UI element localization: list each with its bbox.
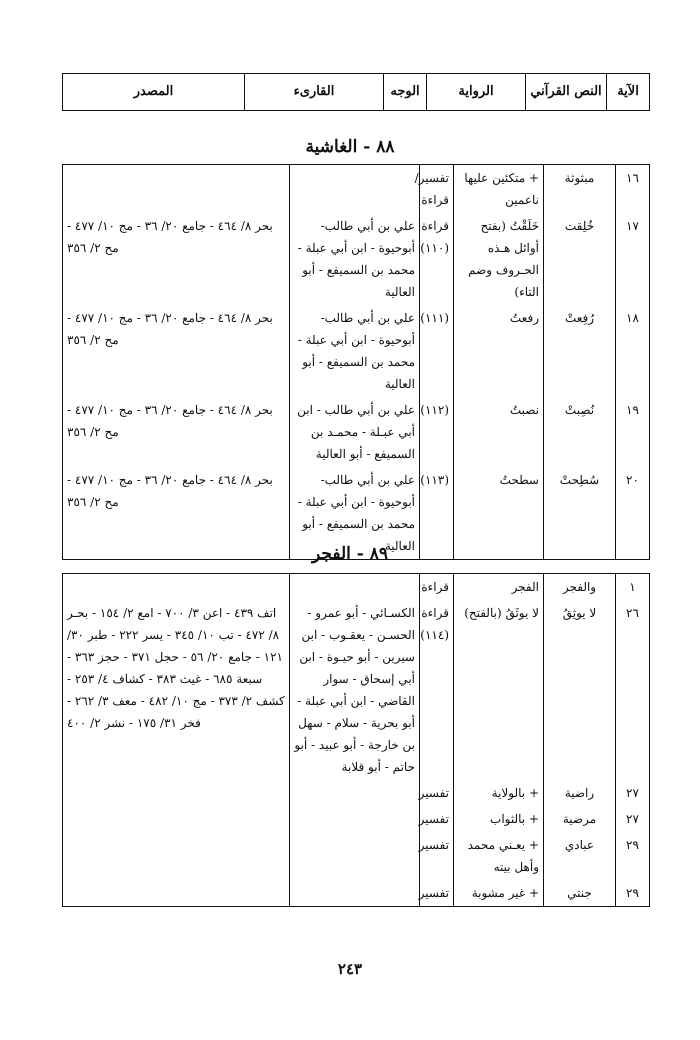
cell-masdar: اتف ٤٣٩ - اعن ٣/ ٧٠٠ - امع ٢/ ١٥٤ - بحـر ٨/ ٤٧٢ - تب ١٠/ ٣٤٥ - يسر ٢٢٢ - طبر ٣٠/ ١٢١ - جامع ٢٠/ ٥٦ - حجل ٣٧١ - حجز ٣٦٣ - سبعة ٦٨٥ - غيث ٣٨٣ - كشاف ٤/ ٢٥٣ - كشف ٢/ ٣٧٣ - مج ١٠/ ٤٨٢ - معف ٣/ ٢٦٢ - فخر ٣١/ ١٧٥ - نشر ٢/ ٤٠٠ [67, 606, 285, 730]
cell-aya: ٢٠ [616, 467, 650, 560]
section-title-89: ٨٩ - الفجر [311, 544, 388, 564]
section-rows-88 [63, 165, 650, 560]
cell-qari [290, 574, 420, 601]
cell-wajh: تفسير [420, 832, 454, 880]
cell-masdar [63, 880, 290, 907]
cell-masdar: بحر ٨/ ٤٦٤ - جامع ٢٠/ ٣٦ - مج ١٠/ ٤٧٧ - مح ٢/ ٣٥٦ [67, 311, 273, 347]
cell-aya: ٢٧ [616, 806, 650, 832]
cell-qari: علي بن أبي طالب-أبوحيوة - ابن أبي عبلة - محمد بن السميفع - أبو العالية [290, 467, 420, 560]
cell-aya: ١٨ [616, 305, 650, 397]
cell-wajh: تفسير [420, 780, 454, 806]
cell-nass: لا يوثِقُ [544, 600, 616, 780]
table-row [63, 832, 650, 880]
cell-riwaya: لا يوثَقُ (بالفتح) [454, 600, 544, 780]
cell-riwaya: الفجر [454, 574, 544, 601]
header-row [63, 74, 650, 111]
section-table-88 [62, 164, 650, 560]
cell-qari [290, 165, 420, 214]
cell-wajh: تفسير [420, 806, 454, 832]
cell-aya: ١٩ [616, 397, 650, 467]
table-row [63, 780, 650, 806]
cell-wajh: قراءة (١١٠) [420, 213, 454, 305]
cell-nass: خُلِقت [544, 213, 616, 305]
cell-aya: ٢٩ [616, 880, 650, 907]
cell-qari: علي بن أبي طالب-أبوحيوة - ابن أبي عبلة - محمد بن السميفع - أبو العالية [290, 213, 420, 305]
header-riwaya: الرواية [427, 74, 526, 111]
cell-nass: مبثوثة [544, 165, 616, 214]
cell-riwaya: + غير مشوبة [454, 880, 544, 907]
cell-wajh: تفسير/ قراءة [420, 165, 454, 214]
cell-masdar: بحر ٨/ ٤٦٤ - جامع ٢٠/ ٣٦ - مج ١٠/ ٤٧٧ - مح ٢/ ٣٥٦ [67, 403, 273, 439]
table-row [63, 397, 650, 467]
cell-masdar: بحر ٨/ ٤٦٤ - جامع ٢٠/ ٣٦ - مج ١٠/ ٤٧٧ - مح ٢/ ٣٥٦ [67, 473, 273, 509]
cell-riwaya: + بالثواب [454, 806, 544, 832]
section-title-88: ٨٨ - الغاشية [305, 137, 395, 157]
cell-nass: عبادي [544, 832, 616, 880]
header-qari: القارىء [245, 74, 384, 111]
cell-masdar: بحر ٨/ ٤٦٤ - جامع ٢٠/ ٣٦ - مج ١٠/ ٤٧٧ - مح ٢/ ٣٥٦ [67, 219, 273, 255]
cell-nass: جنتي [544, 880, 616, 907]
cell-masdar [63, 165, 290, 214]
cell-nass: راضية [544, 780, 616, 806]
cell-nass: رُفِعتْ [544, 305, 616, 397]
table-row [63, 213, 650, 305]
table-row [63, 880, 650, 907]
cell-qari [290, 780, 420, 806]
cell-qari [290, 806, 420, 832]
cell-masdar [63, 780, 290, 806]
cell-masdar [63, 574, 290, 601]
cell-riwaya: + يعـني محمد وأهل بيته [454, 832, 544, 880]
table-row [63, 574, 650, 601]
cell-wajh: (١١٢) [420, 397, 454, 467]
cell-masdar [63, 832, 290, 880]
cell-aya: ٢٧ [616, 780, 650, 806]
cell-wajh: (١١٣) [420, 467, 454, 560]
cell-wajh: قراءة (١١٤) [420, 600, 454, 780]
cell-riwaya: رفعتُ [454, 305, 544, 397]
cell-wajh: قراءة [420, 574, 454, 601]
cell-nass: نُصِبتْ [544, 397, 616, 467]
cell-aya: ١٧ [616, 213, 650, 305]
cell-wajh: (١١١) [420, 305, 454, 397]
table-row [63, 165, 650, 214]
cell-nass: سُطِحتْ [544, 467, 616, 560]
cell-aya: ١٦ [616, 165, 650, 214]
page-number: ٢٤٣ [337, 960, 363, 978]
cell-aya: ١ [616, 574, 650, 601]
cell-qari: الكسـائي - أبو عمرو - الحسـن - يعقـوب - ابن سيرين - أبو حيـوة - ابن أبي إسحاق - سوار القاضي - ابن أبي عبلة - أبو بحرية - سلام - سهل بن خارجة - أبو عبيد - أبو حاتم - أبو قلابة [290, 600, 420, 780]
cell-nass: مرضية [544, 806, 616, 832]
cell-qari: علي بن أبي طالب - ابن أبي عبـلة - محمـد بن السميفع - أبو العالية [290, 397, 420, 467]
cell-riwaya: + متكئين عليها ناعمين [454, 165, 544, 214]
cell-aya: ٢٩ [616, 832, 650, 880]
header-aya: الآية [607, 74, 650, 111]
table-row [63, 305, 650, 397]
table-row [63, 806, 650, 832]
cell-aya: ٢٦ [616, 600, 650, 780]
cell-riwaya: خَلَقْتُ (بفتح أوائل هـذه الحـروف وضم التاء) [454, 213, 544, 305]
cell-riwaya: سطحتُ [454, 467, 544, 560]
cell-nass: والفجر [544, 574, 616, 601]
header-nass: النص القرآني [526, 74, 607, 111]
cell-riwaya: نصبتُ [454, 397, 544, 467]
header-wajh: الوجه [384, 74, 427, 111]
cell-masdar [63, 806, 290, 832]
cell-qari [290, 832, 420, 880]
cell-riwaya: + بالولاية [454, 780, 544, 806]
cell-qari [290, 880, 420, 907]
header-masdar: المصدر [63, 74, 245, 111]
cell-wajh: تفسير [420, 880, 454, 907]
section-table-89 [62, 573, 650, 907]
cell-qari: علي بن أبي طالب-أبوحيوة - ابن أبي عبلة - محمد بن السميفع - أبو العالية [290, 305, 420, 397]
table-row [63, 600, 650, 780]
column-header-table [62, 73, 650, 111]
section-rows-89 [63, 574, 650, 907]
